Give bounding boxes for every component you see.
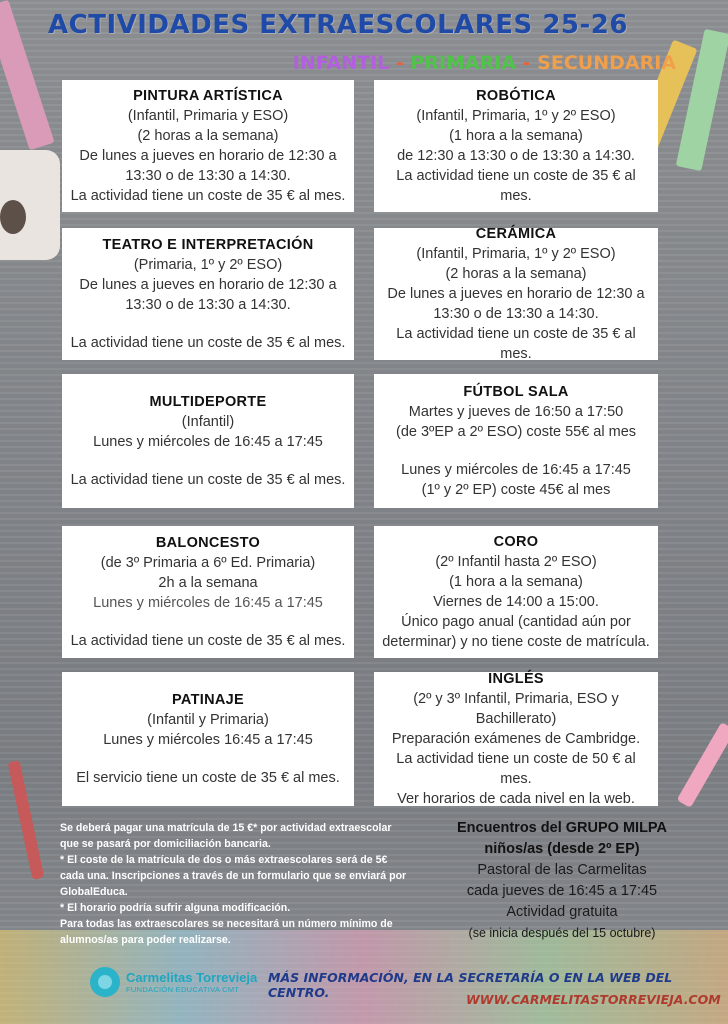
- activity-card-patinaje: [62, 672, 354, 806]
- milpa-heading: Encuentros del GRUPO MILPA: [456, 820, 667, 836]
- spacer: [68, 613, 348, 631]
- activity-cost: (de 3ºEP a 2º ESO) coste 55€ al mes: [395, 424, 637, 440]
- activity-stages: (Infantil, Primaria, 1º y 2º ESO): [416, 108, 616, 124]
- grupo-milpa-info: [446, 818, 678, 943]
- activity-stages: (Infantil): [181, 414, 235, 430]
- activity-schedule: Lunes y miércoles de 16:45 a 17:45: [93, 434, 323, 450]
- spacer: [68, 452, 348, 470]
- activity-cost: La actividad tiene un coste de 50 € al mes.: [396, 751, 636, 787]
- activity-schedule: 13:30 o de 13:30 a 14:30.: [125, 168, 291, 184]
- activity-hours: (1 hora a la semana): [449, 128, 583, 144]
- paint-well-decoration: [0, 200, 26, 234]
- activity-title: PINTURA ARTÍSTICA: [133, 88, 283, 104]
- activity-card-teatro: [62, 228, 354, 360]
- activity-schedule: Lunes y miércoles de 16:45 a 17:45: [401, 462, 631, 478]
- activity-schedule: Lunes y miércoles de 16:45 a 17:45: [93, 595, 323, 611]
- activity-hours: (1 hora a la semana): [449, 574, 583, 590]
- note-line: alumnos/as para poder realizarse.: [60, 934, 231, 946]
- activity-cost: Único pago anual (cantidad aún por: [401, 614, 631, 630]
- activity-card-futbol: [374, 374, 658, 508]
- logo-subtitle: FUNDACIÓN EDUCATIVA CMT: [126, 984, 240, 994]
- enrollment-notes: [60, 820, 440, 948]
- milpa-line: Pastoral de las Carmelitas: [477, 862, 647, 878]
- activity-schedule: de 12:30 a 13:30 o de 13:30 a 14:30.: [397, 148, 635, 164]
- activity-title: CORO: [493, 534, 539, 550]
- activity-card-ceramica: [374, 228, 658, 360]
- activity-title: ROBÓTICA: [476, 88, 556, 104]
- activity-schedule: 13:30 o de 13:30 a 14:30.: [125, 297, 291, 313]
- activity-cost: La actividad tiene un coste de 35 € al mes.: [396, 326, 636, 362]
- more-info-text: MÁS INFORMACIÓN, EN LA SECRETARÍA O EN LA WEB DEL CENTRO.: [268, 970, 673, 1000]
- activity-hours: (2 horas a la semana): [445, 266, 587, 282]
- activity-cost: (1º y 2º EP) coste 45€ al mes: [421, 482, 611, 498]
- activity-card-multideporte: [62, 374, 354, 508]
- milpa-cost: Actividad gratuita: [506, 904, 618, 920]
- activity-title: CERÁMICA: [475, 226, 557, 242]
- activity-card-pintura: [62, 80, 354, 212]
- note-line: Se deberá pagar una matrícula de 15 €* por actividad extraescolar: [60, 822, 392, 834]
- school-logo: [90, 962, 258, 1002]
- milpa-heading: niños/as (desde 2º EP): [484, 841, 640, 857]
- note-line: GlobalEduca.: [60, 886, 128, 898]
- activity-cost: La actividad tiene un coste de 35 € al mes.: [70, 188, 346, 204]
- activity-card-coro: [374, 526, 658, 658]
- stage-secundaria: SECUNDARIA: [537, 52, 676, 74]
- milpa-schedule: cada jueves de 16:45 a 17:45: [466, 883, 658, 899]
- activity-schedule: Viernes de 14:00 a 15:00.: [433, 594, 599, 610]
- activity-card-ingles: [374, 672, 658, 806]
- activity-stages: (de 3º Primaria a 6º Ed. Primaria): [100, 555, 316, 571]
- activity-cost: La actividad tiene un coste de 35 € al mes.: [396, 168, 636, 204]
- note-line: * El horario podría sufrir alguna modificación.: [60, 902, 291, 914]
- activity-cost: determinar) y no tiene coste de matrícula.: [382, 634, 650, 650]
- activity-title: INGLÉS: [488, 671, 544, 687]
- pencil-decoration: [0, 0, 55, 150]
- activity-cost: La actividad tiene un coste de 35 € al mes.: [70, 335, 346, 351]
- activity-stages: (2º Infantil hasta 2º ESO): [435, 554, 597, 570]
- activity-stages: (Primaria, 1º y 2º ESO): [133, 257, 283, 273]
- note-line: * El coste de la matrícula de dos o más extraescolares será de 5€: [60, 854, 388, 866]
- activity-title: MULTIDEPORTE: [149, 394, 267, 410]
- website-link[interactable]: WWW.CARMELITASTORREVIEJA.COM: [466, 992, 721, 1007]
- page-title: ACTIVIDADES EXTRAESCOLARES 25-26: [48, 10, 628, 40]
- activity-title: BALONCESTO: [155, 535, 261, 551]
- activity-stages: (Infantil, Primaria, 1º y 2º ESO): [416, 246, 616, 262]
- brush-decoration: [8, 760, 45, 880]
- activity-card-baloncesto: [62, 526, 354, 658]
- activity-hours: 2h a la semana: [158, 575, 258, 591]
- stages-subtitle: [293, 52, 676, 74]
- activity-description: Preparación exámenes de Cambridge.: [391, 731, 641, 747]
- stage-separator: -: [516, 52, 538, 74]
- activity-schedule: De lunes a jueves en horario de 12:30 a: [79, 148, 337, 164]
- activity-schedule: Ver horarios de cada nivel en la web.: [397, 791, 635, 807]
- logo-name: Carmelitas Torrevieja: [126, 969, 258, 985]
- activity-schedule: Martes y jueves de 16:50 a 17:50: [408, 404, 624, 420]
- activity-schedule: De lunes a jueves en horario de 12:30 a: [79, 277, 337, 293]
- activity-card-robotica: [374, 80, 658, 212]
- activity-title: TEATRO E INTERPRETACIÓN: [102, 237, 314, 253]
- stage-separator: -: [389, 52, 411, 74]
- activity-cost: La actividad tiene un coste de 35 € al mes.: [70, 472, 346, 488]
- activity-schedule: Lunes y miércoles 16:45 a 17:45: [103, 732, 313, 748]
- stage-infantil: INFANTIL: [292, 52, 390, 74]
- note-line: Para todas las extraescolares se necesitará un número mínimo de: [60, 918, 393, 930]
- spacer: [68, 750, 348, 768]
- activity-stages: (Infantil y Primaria): [147, 712, 269, 728]
- spacer: [380, 442, 652, 460]
- logo-text: [126, 970, 257, 995]
- activity-stages: (2º y 3º Infantil, Primaria, ESO y Bachillerato): [413, 691, 619, 727]
- activity-stages: (Infantil, Primaria y ESO): [127, 108, 289, 124]
- activity-hours: (2 horas a la semana): [137, 128, 279, 144]
- activity-cost: El servicio tiene un coste de 35 € al mes.: [76, 770, 340, 786]
- activity-title: PATINAJE: [172, 692, 244, 708]
- activity-cost: La actividad tiene un coste de 35 € al mes.: [70, 633, 346, 649]
- activity-title: FÚTBOL SALA: [463, 384, 569, 400]
- activity-schedule: De lunes a jueves en horario de 12:30 a: [387, 286, 645, 302]
- note-line: cada una. Inscripciones a través de un formulario que se enviará por: [60, 870, 407, 882]
- stage-primaria: PRIMARIA: [410, 52, 517, 74]
- spacer: [68, 315, 348, 333]
- milpa-start-note: (se inicia después del 15 octubre): [468, 926, 656, 940]
- note-line: que se pasará por domiciliación bancaria.: [60, 838, 271, 850]
- logo-icon: [90, 967, 120, 997]
- brush-decoration: [677, 722, 728, 808]
- activity-schedule: 13:30 o de 13:30 a 14:30.: [433, 306, 599, 322]
